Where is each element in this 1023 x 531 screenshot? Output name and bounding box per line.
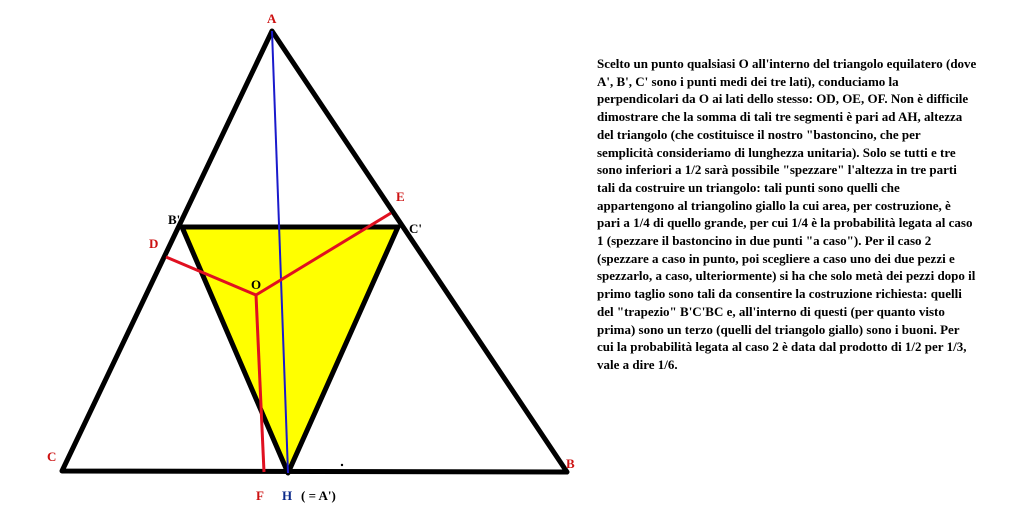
label-a: A [267, 11, 277, 26]
label-o: O [251, 277, 262, 292]
base-dot [341, 464, 343, 466]
label-b: B [566, 456, 575, 471]
label-c-prime: C' [409, 221, 422, 236]
explanation-text: Scelto un punto qualsiasi O all'interno del triangolo equilatero (dove A', B', C' sono i punti medi dei tre lati), conduciamo la perpendicolari da O ai lati dello stesso: OD, OE, OF. Non è difficile dimostrare che la somma di tali tre segmenti è pari ad AH, altezza del triangolo (che costituisce il nostro "bastoncino, che per semplicità consideriamo di lunghezza unitaria). Solo se tutti e tre sono inferiori a 1/2 sarà possibile "spezzare" l'altezza in tre parti tali da costruire un triangolo: tali punti sono quelli che appartengono al triangolino giallo la cui area, per costruzione, è pari a 1/4 di quello grande, per cui 1/4 è la probabilità legata al caso 1 (spezzare il bastoncino in due punti "a caso"). Per il caso 2 (spezzare a caso in punto, poi scegliere a caso uno dei due pezzi e spezzarlo, a caso, ulteriormente) si ha che solo metà dei pezzi dopo il primo taglio sono tali da consentire la costruzione richiesta: quelli del "trapezio" B'C'BC e, all'interno di questi (per quanto visto prima) sono un terzo (quelli del triangolo giallo) sono i buoni. Per cui la probabilità legata al caso 2 è data dal prodotto di 1/2 per 1/3, vale a dire 1/6. [597, 56, 977, 372]
label-h: H [282, 488, 293, 503]
label-h-note: ( = A') [301, 488, 336, 503]
label-c: C [47, 449, 57, 464]
label-d: D [149, 236, 159, 251]
label-b-prime: B' [168, 212, 181, 227]
label-f: F [256, 488, 264, 503]
label-e: E [396, 189, 405, 204]
inner-yellow-triangle [182, 227, 398, 473]
